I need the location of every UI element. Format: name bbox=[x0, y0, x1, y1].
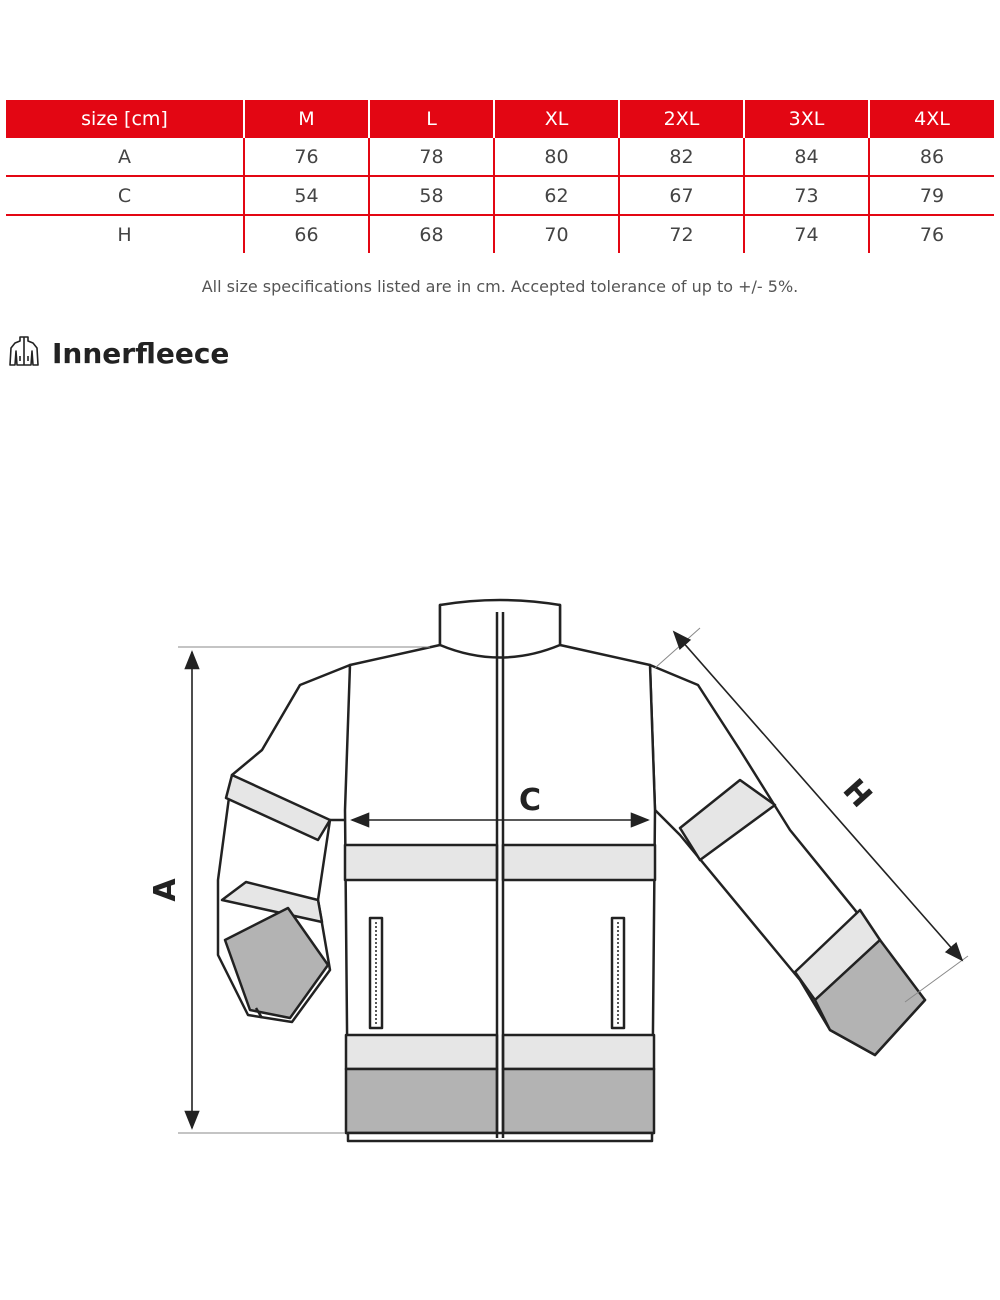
label-c: C bbox=[518, 783, 542, 818]
table-cell: 66 bbox=[244, 215, 369, 253]
table-cell: 72 bbox=[619, 215, 744, 253]
jacket-diagram bbox=[0, 560, 1000, 1200]
label-h: H bbox=[835, 772, 879, 815]
table-cell: 70 bbox=[494, 215, 619, 253]
table-cell: 67 bbox=[619, 176, 744, 215]
table-row-c bbox=[6, 176, 994, 215]
right-sleeve bbox=[650, 665, 925, 1055]
table-header-row bbox=[6, 100, 994, 138]
table-cell: 62 bbox=[494, 176, 619, 215]
header-xl: XL bbox=[494, 100, 619, 138]
left-sleeve bbox=[218, 665, 350, 1022]
size-table bbox=[6, 100, 994, 253]
header-3xl: 3XL bbox=[744, 100, 869, 138]
row-label: A bbox=[6, 138, 244, 176]
table-cell: 73 bbox=[744, 176, 869, 215]
table-row-h bbox=[6, 215, 994, 253]
table-cell: 82 bbox=[619, 138, 744, 176]
table-cell: 79 bbox=[869, 176, 994, 215]
tolerance-note: All size specifications listed are in cm. Accepted tolerance of up to +/- 5%. bbox=[201, 277, 799, 296]
row-label: C bbox=[6, 176, 244, 215]
table-cell: 54 bbox=[244, 176, 369, 215]
section-title: Innerfleece bbox=[52, 336, 230, 370]
label-a: A bbox=[148, 878, 183, 902]
header-2xl: 2XL bbox=[619, 100, 744, 138]
table-cell: 80 bbox=[494, 138, 619, 176]
jacket-icon bbox=[8, 334, 40, 372]
jacket-body bbox=[345, 600, 655, 1141]
table-cell: 86 bbox=[869, 138, 994, 176]
header-l: L bbox=[369, 100, 494, 138]
table-cell: 76 bbox=[244, 138, 369, 176]
header-size: size [cm] bbox=[6, 100, 244, 138]
table-cell: 84 bbox=[744, 138, 869, 176]
table-cell: 58 bbox=[369, 176, 494, 215]
table-row-a bbox=[6, 138, 994, 176]
table-cell: 76 bbox=[869, 215, 994, 253]
table-cell: 74 bbox=[744, 215, 869, 253]
header-m: M bbox=[244, 100, 369, 138]
table-cell: 68 bbox=[369, 215, 494, 253]
section-header bbox=[8, 334, 229, 372]
table-cell: 78 bbox=[369, 138, 494, 176]
header-4xl: 4XL bbox=[869, 100, 994, 138]
row-label: H bbox=[117, 223, 132, 246]
